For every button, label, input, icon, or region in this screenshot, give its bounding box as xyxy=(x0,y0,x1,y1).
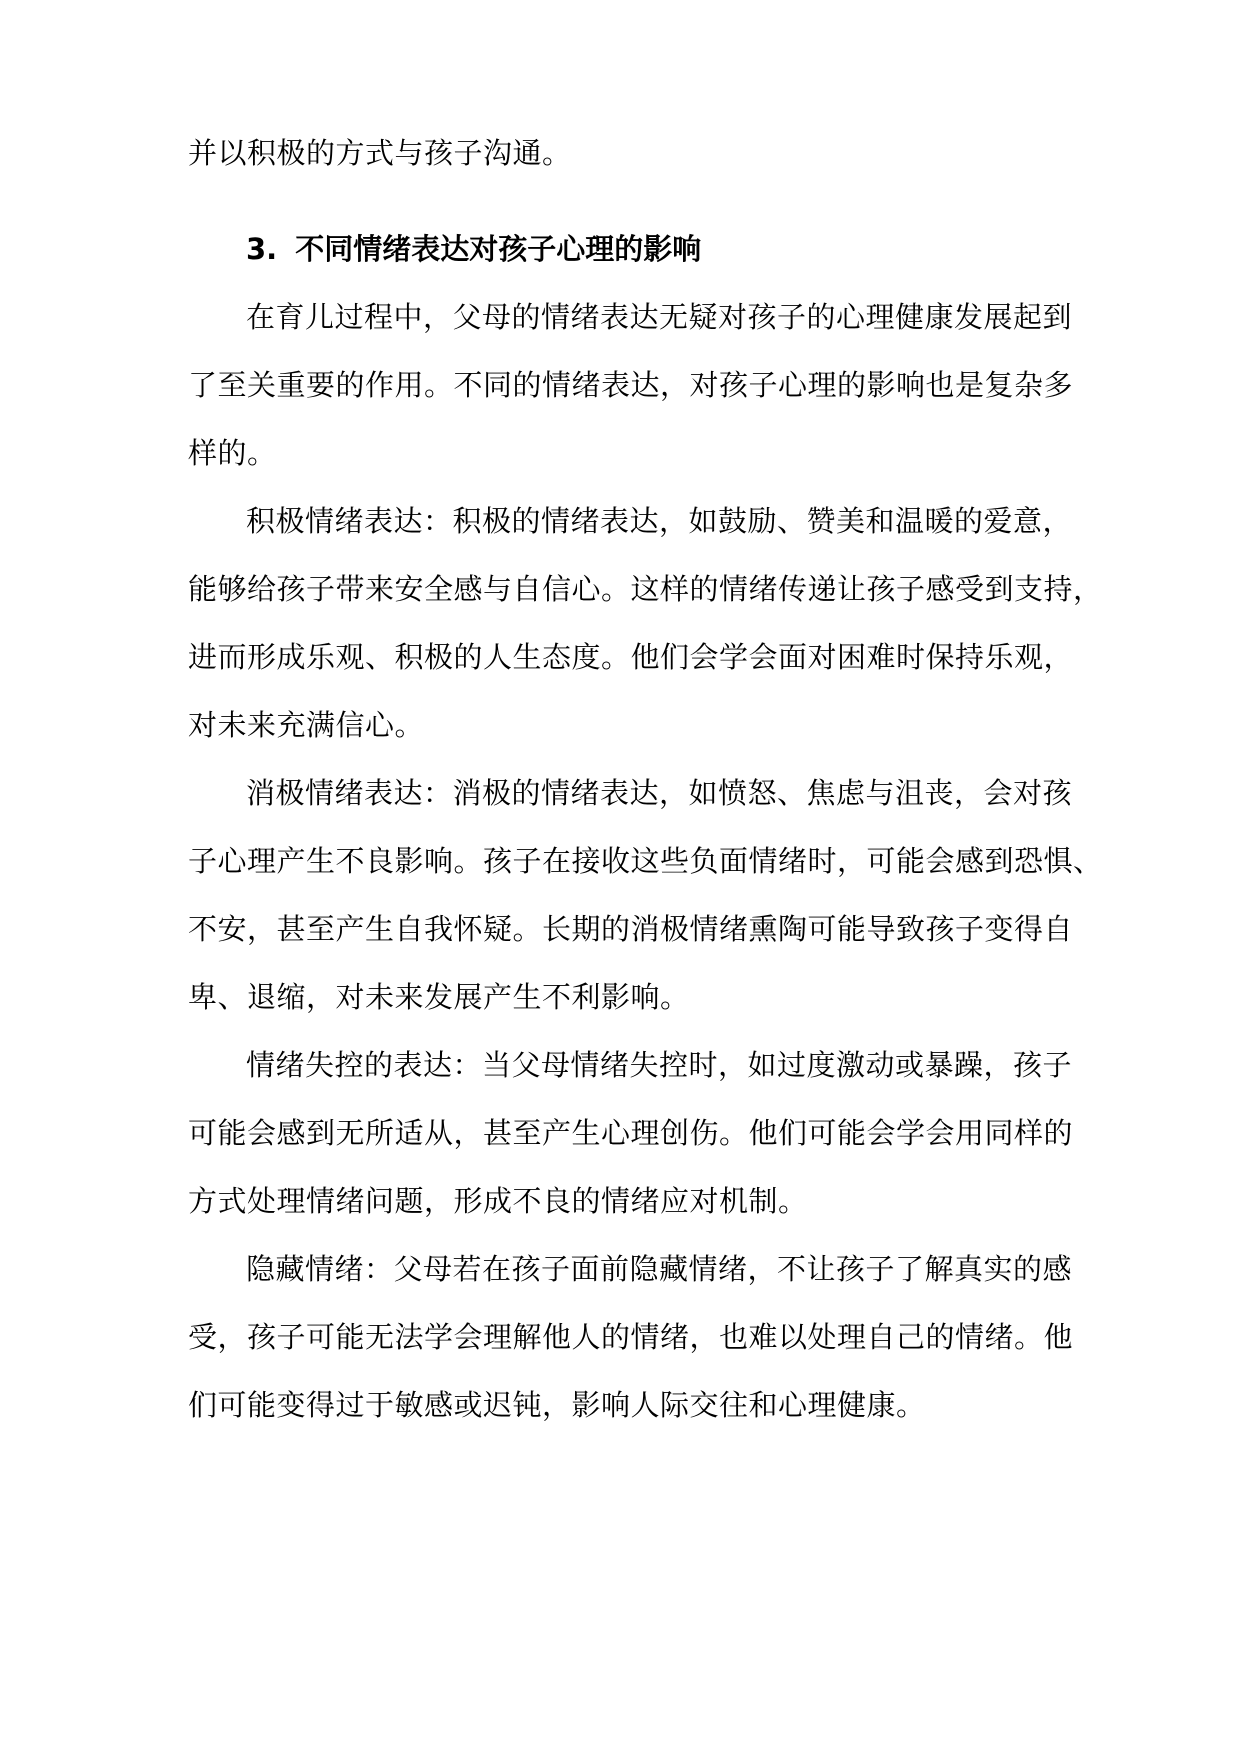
paragraph-line: 对未来充满信心。 xyxy=(188,708,425,742)
paragraph-line: 了至关重要的作用。不同的情绪表达，对孩子心理的影响也是复杂多 xyxy=(188,368,1074,402)
paragraph-line: 消极情绪表达：消极的情绪表达，如愤怒、焦虑与沮丧，会对孩 xyxy=(246,776,1073,810)
section-number: 3. xyxy=(246,232,278,266)
section-title: 不同情绪表达对孩子心理的影响 xyxy=(295,232,702,266)
paragraph-line: 可能会感到无所适从，甚至产生心理创伤。他们可能会学会用同样的 xyxy=(188,1116,1074,1150)
continuation-line: 并以积极的方式与孩子沟通。 xyxy=(188,136,572,170)
paragraph-line: 不安，甚至产生自我怀疑。长期的消极情绪熏陶可能导致孩子变得自 xyxy=(188,912,1074,946)
paragraph-line: 方式处理情绪问题，形成不良的情绪应对机制。 xyxy=(188,1184,808,1218)
paragraph-line: 受，孩子可能无法学会理解他人的情绪，也难以处理自己的情绪。他 xyxy=(188,1320,1074,1354)
paragraph-line: 隐藏情绪：父母若在孩子面前隐藏情绪，不让孩子了解真实的感 xyxy=(246,1252,1073,1286)
paragraph-line: 积极情绪表达：积极的情绪表达，如鼓励、赞美和温暖的爱意， xyxy=(246,504,1073,538)
paragraph-line: 在育儿过程中，父母的情绪表达无疑对孩子的心理健康发展起到 xyxy=(246,300,1073,334)
paragraph-line: 能够给孩子带来安全感与自信心。这样的情绪传递让孩子感受到支持， xyxy=(188,572,1103,606)
paragraph-line: 子心理产生不良影响。孩子在接收这些负面情绪时，可能会感到恐惧、 xyxy=(188,844,1103,878)
paragraph-line: 卑、退缩，对未来发展产生不利影响。 xyxy=(188,980,690,1014)
paragraph-line: 样的。 xyxy=(188,436,277,470)
paragraph-line: 进而形成乐观、积极的人生态度。他们会学会面对困难时保持乐观， xyxy=(188,640,1074,674)
paragraph-line: 们可能变得过于敏感或迟钝，影响人际交往和心理健康。 xyxy=(188,1388,926,1422)
paragraph-line: 情绪失控的表达：当父母情绪失控时，如过度激动或暴躁，孩子 xyxy=(246,1048,1073,1082)
section-heading xyxy=(246,229,701,269)
